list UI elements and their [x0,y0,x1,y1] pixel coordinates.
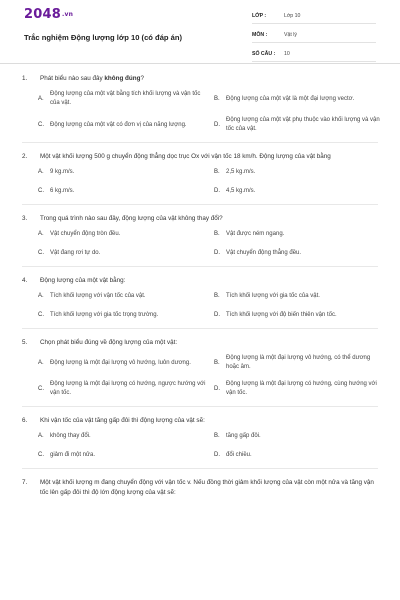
option-label: D. [214,121,220,128]
option-label: C. [38,250,44,256]
option-label: C. [38,312,44,318]
option-label: A. [38,95,44,102]
option-text: Tích khối lượng với vận tốc của vật. [50,293,146,299]
option-label: D. [214,385,220,392]
option-c[interactable] [38,311,210,320]
question-body: Trong quá trình nào sau đây, động lượng của vật không thay đổi? [40,215,223,222]
options-grid [22,354,378,398]
option-text: Vật được ném ngang. [226,231,285,237]
option-d[interactable] [214,116,384,134]
meta-count-label: SỐ CÂU : [252,51,276,57]
option-label: C. [38,385,44,392]
question-number: 7. [22,479,28,486]
option-label: B. [214,293,220,299]
page-title: Trắc nghiệm Động lượng lớp 10 (có đáp án) [24,33,183,42]
option-a[interactable] [38,292,210,301]
option-text: Động lượng của một vật có đơn vị của năng lượng. [50,121,187,128]
question-text-pre: Phát biểu nào sau đây [40,75,105,82]
divider [22,406,378,407]
options-grid [22,90,378,134]
option-text: giảm đi một nửa. [50,452,96,458]
question-number: 5. [22,339,28,346]
option-text: Động lượng là một đại lượng có hướng, ngược hướng với vận tốc. [50,381,206,396]
options-grid [22,168,378,196]
question-number: 1. [22,75,28,82]
option-c[interactable] [38,380,210,398]
option-label: C. [38,188,44,194]
option-c[interactable] [38,451,210,460]
option-text: đổi chiều. [226,452,252,458]
question-text [22,478,378,498]
question-text [22,338,378,348]
divider [22,468,378,469]
question-text-post: ? [140,75,144,82]
option-text: Vật đang rơi tự do. [50,250,101,256]
question-number: 4. [22,277,28,284]
option-label: D. [214,452,220,458]
option-c[interactable] [38,187,210,196]
option-b[interactable] [214,230,384,239]
question-number: 3. [22,215,28,222]
option-text: tăng gấp đôi. [226,433,261,439]
option-c[interactable] [38,249,210,258]
option-label: D. [214,250,220,256]
option-label: B. [214,359,220,366]
meta-class-label: LỚP : [252,13,267,19]
question-text [22,416,378,426]
meta-count-value: 10 [284,51,290,57]
question-text-emphasis: không đúng [104,75,141,82]
question-body: Động lượng của một vật bằng: [40,277,126,284]
question-list [22,74,378,498]
site-logo[interactable] [24,7,73,22]
option-label: A. [38,231,44,237]
option-label: B. [214,95,220,102]
option-text: 9 kg.m/s. [50,169,75,175]
option-label: A. [38,433,44,439]
option-a[interactable] [38,90,210,108]
option-label: C. [38,452,44,458]
option-d[interactable] [214,451,384,460]
option-text: Động lượng của một vật phụ thuộc vào khối lượng và vận tốc của vật. [226,117,380,132]
question-4 [22,276,378,320]
option-b[interactable] [214,432,384,441]
question-text [22,74,378,84]
option-text: 4,5 kg.m/s. [226,188,256,194]
option-text: 6 kg.m/s. [50,188,75,194]
question-body: Khi vận tốc của vật tăng gấp đôi thì động lượng của vật sẽ: [40,417,205,424]
option-label: A. [38,359,44,366]
option-label: D. [214,188,220,194]
option-c[interactable] [38,116,210,134]
meta-class-value: Lớp 10 [284,13,301,19]
option-a[interactable] [38,168,210,177]
option-text: Tích khối lượng với độ biến thiên vận tốc. [226,312,337,318]
options-grid [22,292,378,320]
question-body: Một vật khối lượng m đang chuyển động với vận tốc v. Nếu đồng thời giảm khối lượng của vật còn một nửa và tăng vận tốc lên gấp đôi thì độ lớn động lượng của vật sẽ: [40,479,374,496]
quiz-meta [252,9,376,66]
question-body: Chọn phát biểu đúng về động lượng của một vật: [40,339,178,346]
page-header [0,0,400,64]
option-b[interactable] [214,354,384,372]
question-5 [22,338,378,398]
option-d[interactable] [214,187,384,196]
option-label: D. [214,312,220,318]
option-b[interactable] [214,168,384,177]
question-6 [22,416,378,460]
question-number: 2. [22,153,28,160]
option-d[interactable] [214,380,384,398]
option-text: Tích khối lượng với gia tốc trọng trường. [50,312,159,318]
option-text: 2,5 kg.m/s. [226,169,256,175]
option-b[interactable] [214,292,384,301]
option-text: Động lượng là một đại lượng vô hướng, luôn dương. [50,359,191,366]
divider [22,204,378,205]
option-a[interactable] [38,230,210,239]
divider [22,266,378,267]
option-text: Động lượng của một vật là một đại lượng vectơ. [226,95,355,102]
question-3 [22,214,378,258]
logo-text: 2048 [24,7,61,22]
question-text [22,276,378,286]
options-grid [22,230,378,258]
option-text: Động lượng là một đại lượng có hướng, cùng hướng với vận tốc. [226,381,377,396]
option-a[interactable] [38,432,210,441]
option-text: Động lượng của một vật bằng tích khối lượng và vận tốc của vật. [50,91,201,106]
options-grid [22,432,378,460]
meta-count-row [252,47,376,62]
question-7 [22,478,378,498]
meta-subject-row [252,28,376,43]
option-text: Động lượng là một đại lượng vô hướng, có thể dương hoặc âm. [226,355,371,370]
option-label: A. [38,293,44,299]
option-label: B. [214,169,220,175]
question-2 [22,152,378,196]
logo-tld: .vn [61,11,74,18]
option-text: Tích khối lượng với gia tốc của vật. [226,293,320,299]
option-text: Vật chuyển động tròn đều. [50,231,121,237]
option-b[interactable] [214,90,384,108]
meta-subject-value: Vật lý [284,32,297,38]
question-1 [22,74,378,134]
option-label: A. [38,169,44,175]
question-body: Một vật khối lượng 500 g chuyển động thẳng dọc trục Ox với vận tốc 18 km/h. Động lượng của vật bằng [40,153,331,160]
option-text: không thay đổi. [50,433,91,439]
question-text [22,152,378,162]
meta-subject-label: MÔN : [252,32,268,38]
meta-class-row [252,9,376,24]
option-label: B. [214,433,220,439]
option-text: Vật chuyển động thẳng đều. [226,250,302,256]
option-d[interactable] [214,249,384,258]
question-text [22,214,378,224]
divider [22,328,378,329]
divider [22,142,378,143]
question-number: 6. [22,417,28,424]
option-a[interactable] [38,354,210,372]
option-label: B. [214,231,220,237]
option-d[interactable] [214,311,384,320]
option-label: C. [38,121,44,128]
